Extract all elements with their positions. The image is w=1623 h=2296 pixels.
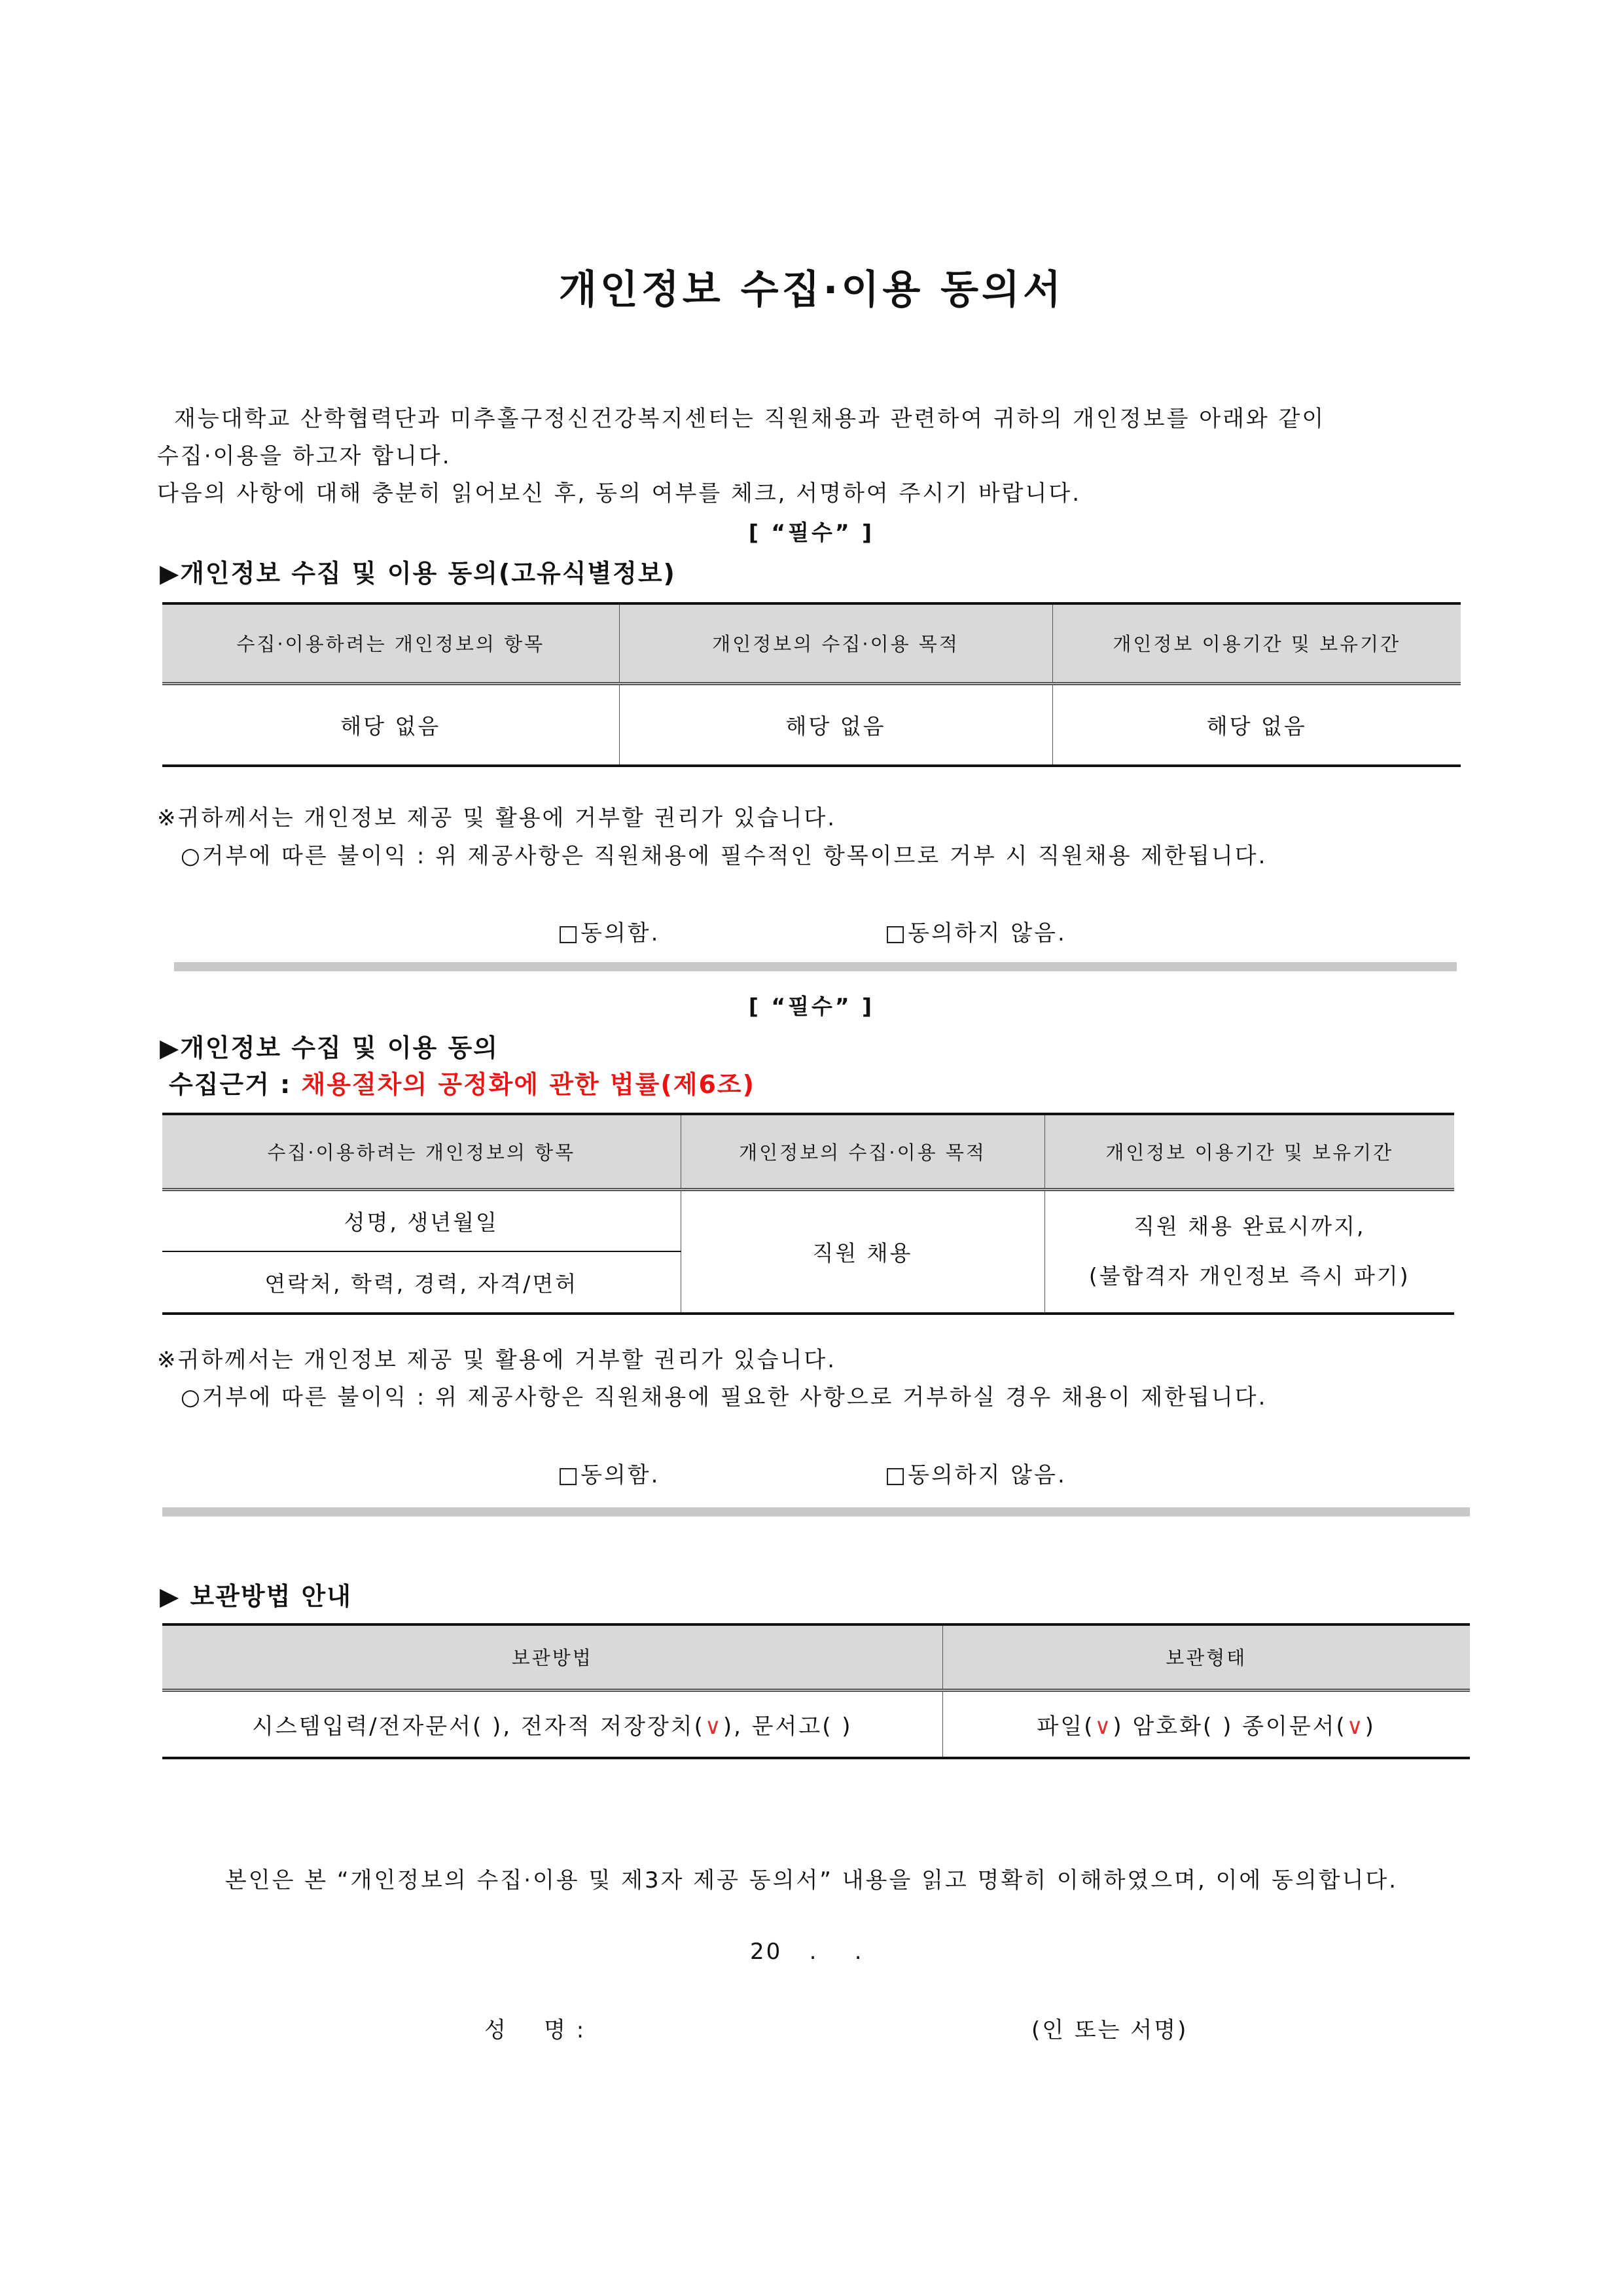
signature-field[interactable]: (인 또는 서명): [1031, 2017, 1188, 2043]
check-mark-icon: ∨: [1346, 1713, 1365, 1740]
s2-rights-note: ※귀하께서는 개인정보 제공 및 활용에 거부할 권리가 있습니다.: [157, 1347, 837, 1373]
s2-header-period: 개인정보 이용기간 및 보유기간: [1044, 1114, 1454, 1189]
intro-line-2: 수집·이용을 하고자 합니다.: [157, 443, 452, 469]
storage-form-value: 파일(∨) 암호화( ) 종이문서(∨): [942, 1690, 1470, 1758]
section-divider: [162, 1507, 1470, 1516]
s1-disagree-checkbox[interactable]: □동의하지 않음.: [885, 920, 1067, 946]
s2-disadvantage-note: ○거부에 따른 불이익 : 위 제공사항은 직원채용에 필요한 사항으로 거부하실 경우 채용이 제한됩니다.: [181, 1384, 1268, 1410]
section1-table: [162, 602, 1461, 767]
required-label-2: [ “필수” ]: [748, 994, 875, 1019]
storage-method-value: 시스템입력/전자문서( ), 전자적 저장장치(∨), 문서고( ): [251, 1713, 853, 1740]
s1-value-period: 해당 없음: [1052, 683, 1461, 766]
intro-line-1: 재능대학교 산학협력단과 미추홀구정신건강복지센터는 직원채용과 관련하여 귀하의 개인정보를 아래와 같이: [174, 406, 1326, 432]
storage-heading: ▶ 보관방법 안내: [160, 1582, 352, 1611]
date-field[interactable]: 20 . .: [750, 1939, 864, 1965]
s2-item-contact: 연락처, 학력, 경력, 자격/면허: [264, 1270, 579, 1297]
section2-table: [162, 1113, 1454, 1315]
check-mark-icon: ∨: [1094, 1713, 1113, 1740]
check-mark-icon: ∨: [704, 1713, 723, 1740]
storage-table: [162, 1623, 1470, 1759]
s1-value-purpose: 해당 없음: [619, 683, 1052, 766]
s1-value-items: 해당 없음: [340, 713, 441, 739]
s2-disagree-checkbox[interactable]: □동의하지 않음.: [885, 1462, 1067, 1488]
basis-label: 수집근거 :: [169, 1070, 302, 1099]
storage-header-form: 보관형태: [942, 1624, 1470, 1690]
s1-rights-note: ※귀하께서는 개인정보 제공 및 활용에 거부할 권리가 있습니다.: [157, 805, 837, 831]
s2-period-line2: (불합격자 개인정보 즉시 파기): [1088, 1263, 1410, 1289]
basis-law: 채용절차의 공정화에 관한 법률(제6조): [301, 1070, 755, 1099]
s1-header-items: 수집·이용하려는 개인정보의 항목: [162, 603, 619, 683]
s2-period-line1: 직원 채용 완료시까지,: [1133, 1213, 1366, 1240]
intro-line-3: 다음의 사항에 대해 충분히 읽어보신 후, 동의 여부를 체크, 서명하여 주시기 바랍니다.: [157, 480, 1081, 507]
s1-header-period: 개인정보 이용기간 및 보유기간: [1052, 603, 1461, 683]
consent-statement: 본인은 본 “개인정보의 수집·이용 및 제3자 제공 동의서” 내용을 읽고 명확히 이해하였으며, 이에 동의합니다.: [224, 1867, 1399, 1893]
section2-heading: ▶개인정보 수집 및 이용 동의: [160, 1033, 499, 1062]
s1-header-purpose: 개인정보의 수집·이용 목적: [619, 603, 1052, 683]
document-title: 개인정보 수집·이용 동의서: [558, 267, 1065, 313]
s2-header-purpose: 개인정보의 수집·이용 목적: [681, 1114, 1044, 1189]
s1-disadvantage-note: ○거부에 따른 불이익 : 위 제공사항은 직원채용에 필수적인 항목이므로 거부 시 직원채용 제한됩니다.: [181, 843, 1268, 869]
s2-item-name-birth: 성명, 생년월일: [344, 1209, 499, 1235]
name-label: 성 명 :: [484, 2017, 586, 2043]
s2-period: [1044, 1189, 1454, 1314]
collection-basis: [169, 1064, 755, 1100]
section-divider: [174, 962, 1457, 971]
s2-header-items: 수집·이용하려는 개인정보의 항목: [162, 1114, 681, 1189]
s2-agree-checkbox[interactable]: □동의함.: [558, 1462, 660, 1488]
s1-agree-checkbox[interactable]: □동의함.: [558, 920, 660, 946]
storage-header-method: 보관방법: [162, 1624, 942, 1690]
s2-purpose: 직원 채용: [681, 1189, 1044, 1314]
section1-heading: ▶개인정보 수집 및 이용 동의(고유식별정보): [160, 559, 676, 588]
required-label-1: [ “필수” ]: [748, 520, 875, 545]
